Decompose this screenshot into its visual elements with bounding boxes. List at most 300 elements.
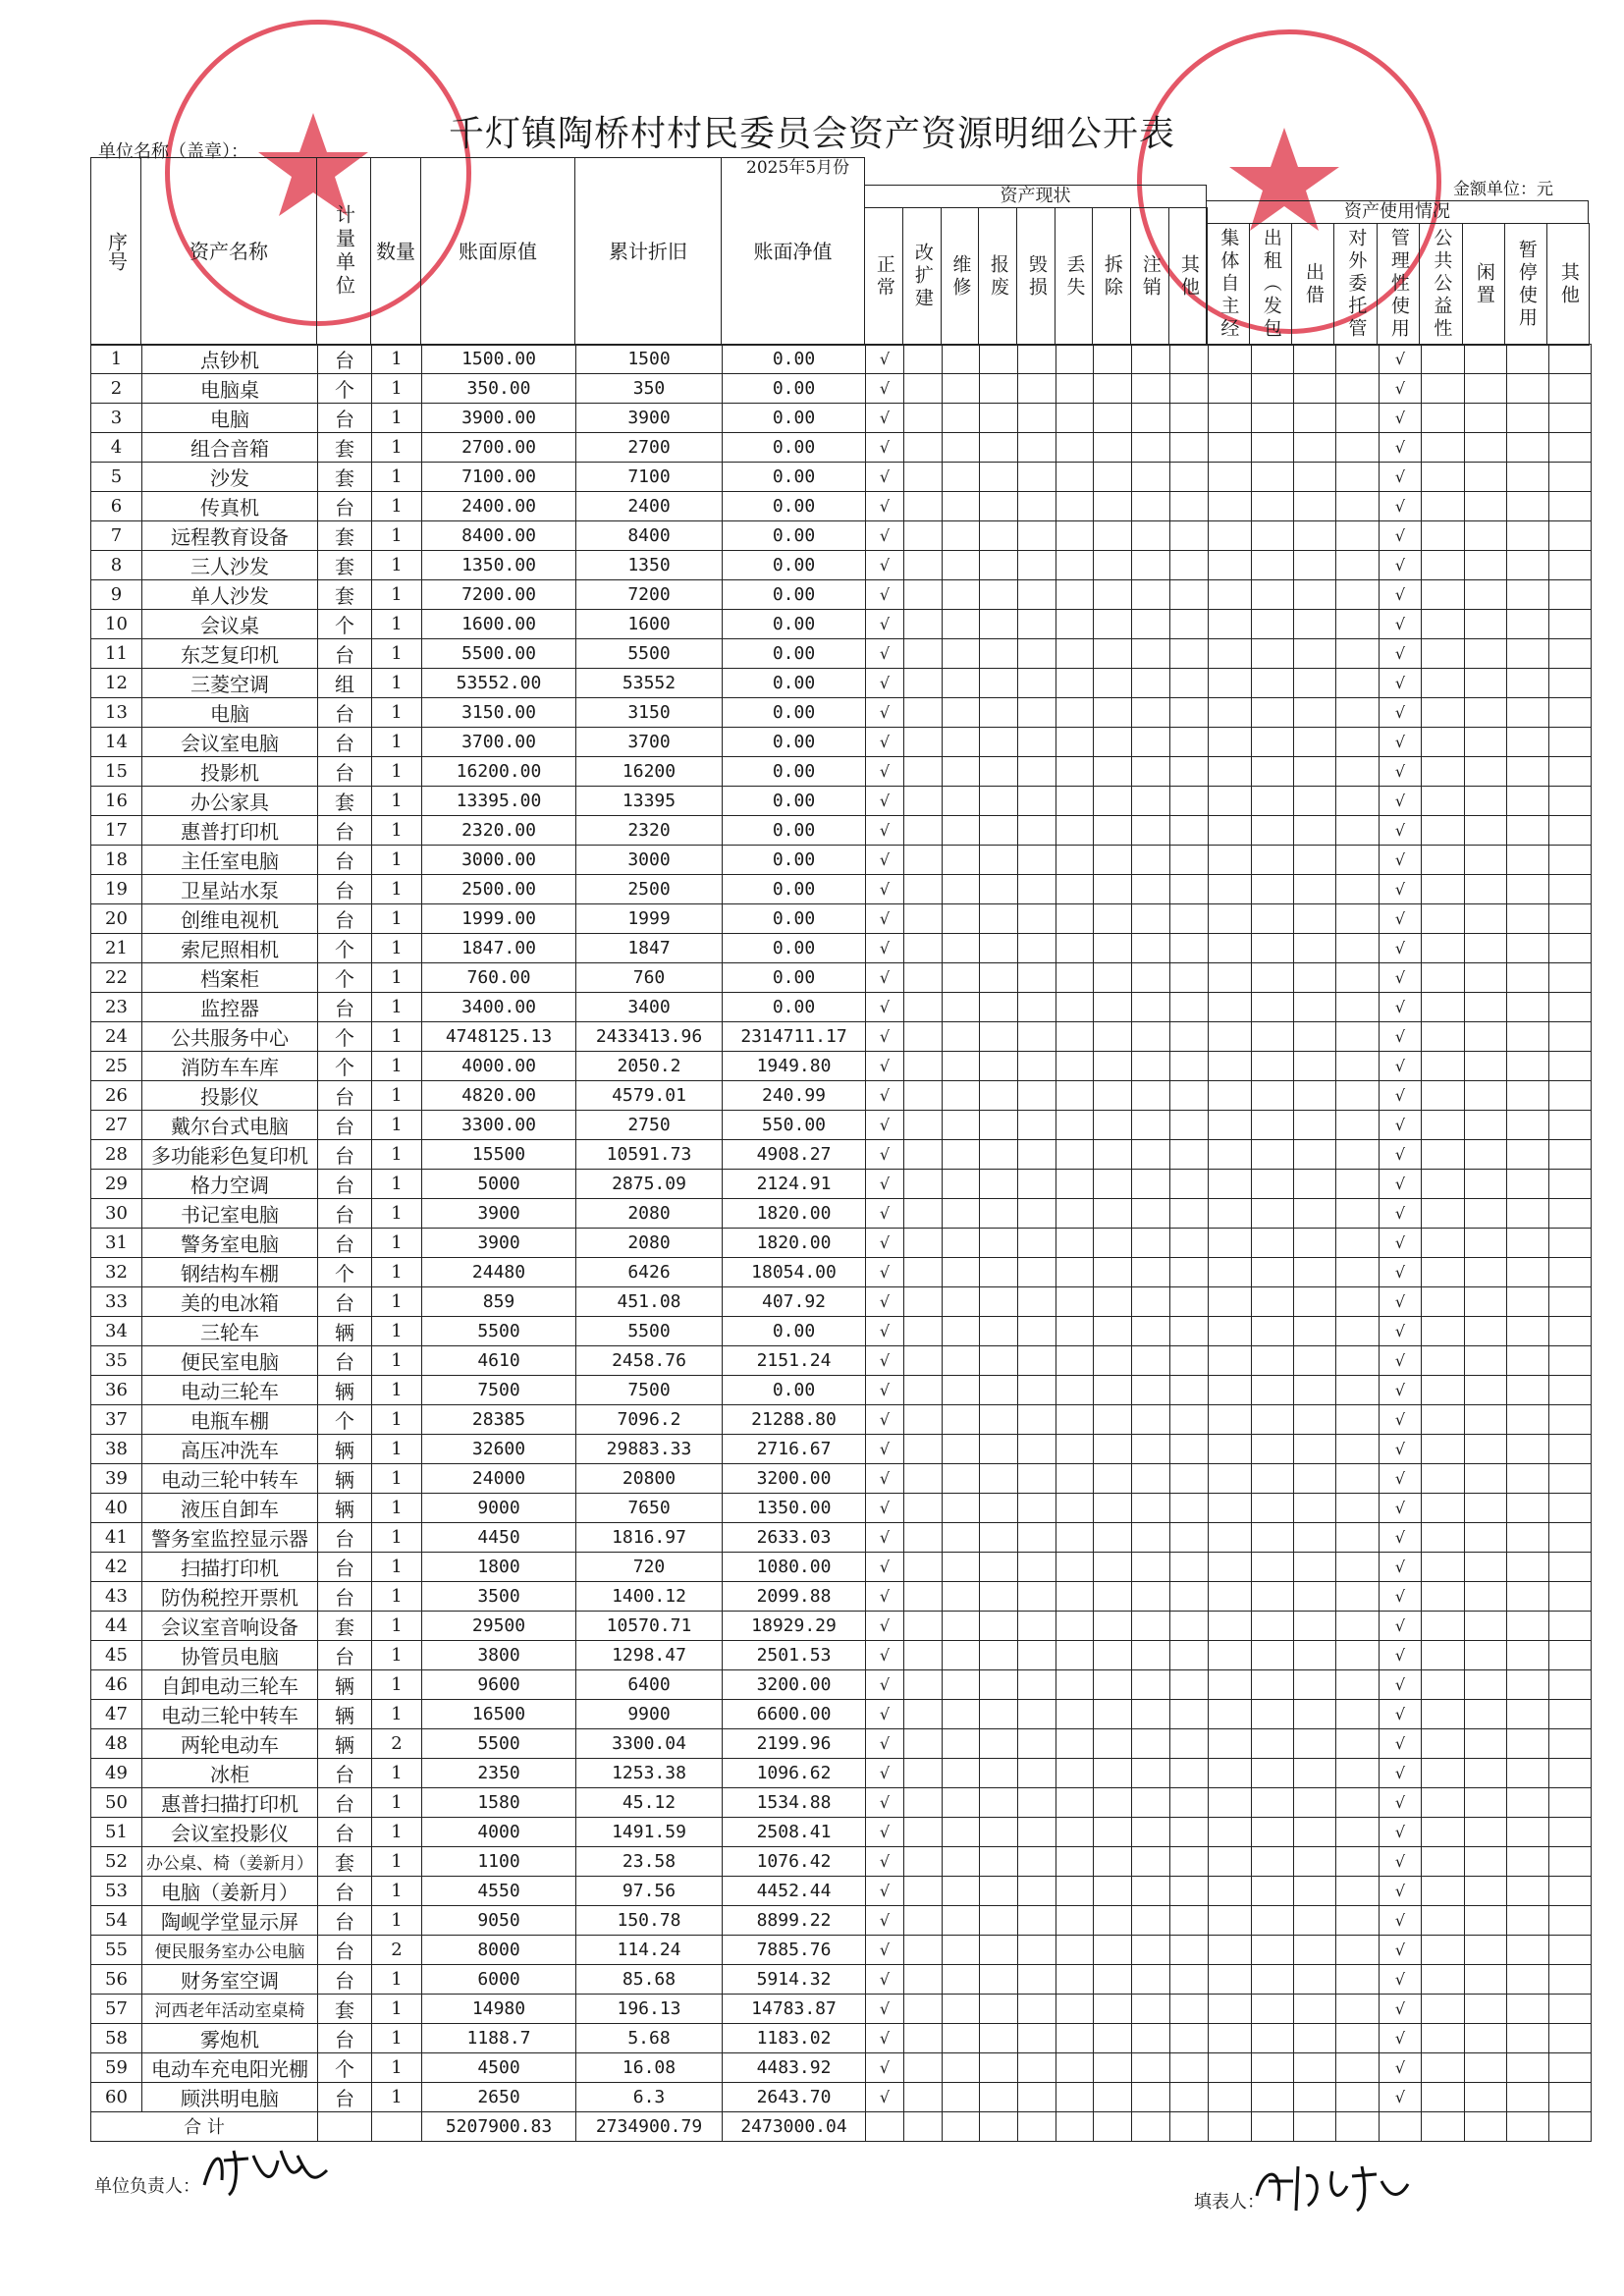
empty-cell — [1549, 1170, 1592, 1199]
row-net-value: 0.00 — [723, 963, 866, 993]
empty-cell — [1507, 963, 1549, 993]
usage-management-check: √ — [1380, 1111, 1422, 1140]
row-depreciation: 2750 — [576, 1111, 723, 1140]
empty-cell — [904, 639, 943, 669]
empty-cell — [1465, 551, 1507, 580]
empty-cell — [1056, 463, 1094, 492]
row-net-value: 0.00 — [723, 610, 866, 639]
empty-cell — [1465, 1700, 1507, 1729]
status-normal-check: √ — [866, 1641, 904, 1670]
empty-cell — [1336, 1906, 1380, 1936]
empty-cell — [1018, 2083, 1056, 2112]
row-net-value: 0.00 — [723, 934, 866, 963]
empty-cell — [1549, 1965, 1592, 1995]
status-normal-check: √ — [866, 1258, 904, 1287]
row-quantity: 1 — [372, 1523, 422, 1553]
empty-cell — [1252, 1641, 1294, 1670]
empty-cell — [904, 1170, 943, 1199]
row-original-value: 29500 — [422, 1612, 576, 1641]
empty-cell — [980, 492, 1018, 521]
empty-cell — [904, 993, 943, 1022]
empty-cell — [1465, 1906, 1507, 1936]
empty-cell — [1336, 993, 1380, 1022]
empty-cell — [1422, 669, 1465, 698]
empty-cell — [904, 1052, 943, 1081]
row-depreciation: 451.08 — [576, 1287, 723, 1317]
empty-cell — [1094, 728, 1132, 757]
empty-cell — [1507, 816, 1549, 846]
usage-management-check: √ — [1380, 374, 1422, 404]
empty-cell — [1294, 1877, 1336, 1906]
empty-cell — [1336, 1759, 1380, 1788]
row-unit: 台 — [318, 816, 372, 846]
empty-cell — [1132, 551, 1170, 580]
empty-cell — [1252, 639, 1294, 669]
empty-cell — [1549, 787, 1592, 816]
row-seq: 24 — [91, 1022, 142, 1052]
row-original-value: 3800 — [422, 1641, 576, 1670]
empty-cell — [1294, 1818, 1336, 1847]
empty-cell — [1170, 551, 1209, 580]
empty-cell — [1422, 698, 1465, 728]
empty-cell — [1336, 1729, 1380, 1759]
empty-cell — [980, 669, 1018, 698]
row-net-value: 6600.00 — [723, 1700, 866, 1729]
empty-cell — [1422, 1523, 1465, 1553]
status-normal-check: √ — [866, 492, 904, 521]
empty-cell — [1209, 1700, 1252, 1729]
table-row — [91, 1906, 1592, 1936]
table-row — [91, 1346, 1592, 1376]
empty-cell — [1056, 1788, 1094, 1818]
empty-cell — [1132, 374, 1170, 404]
table-row — [91, 1818, 1592, 1847]
row-unit: 辆 — [318, 1670, 372, 1700]
empty-cell — [1056, 551, 1094, 580]
row-depreciation: 16200 — [576, 757, 723, 787]
empty-cell — [980, 1700, 1018, 1729]
empty-cell — [1252, 1376, 1294, 1405]
row-depreciation: 1253.38 — [576, 1759, 723, 1788]
row-net-value: 1350.00 — [723, 1494, 866, 1523]
row-quantity: 1 — [372, 1670, 422, 1700]
empty-cell — [1294, 1641, 1336, 1670]
empty-cell — [943, 1641, 980, 1670]
empty-cell — [1465, 2024, 1507, 2053]
usage-management-check: √ — [1380, 1670, 1422, 1700]
empty-cell — [904, 1435, 943, 1464]
empty-cell — [980, 1965, 1018, 1995]
empty-cell — [1252, 816, 1294, 846]
empty-cell — [1170, 757, 1209, 787]
empty-cell — [1056, 1995, 1094, 2024]
empty-cell — [1209, 1435, 1252, 1464]
row-unit: 台 — [318, 993, 372, 1022]
row-seq: 57 — [91, 1995, 142, 2024]
empty-cell — [1465, 1052, 1507, 1081]
row-depreciation: 10570.71 — [576, 1612, 723, 1641]
row-seq: 10 — [91, 610, 142, 639]
empty-cell — [1018, 1847, 1056, 1877]
row-net-value: 0.00 — [723, 639, 866, 669]
row-original-value: 3400.00 — [422, 993, 576, 1022]
empty-cell — [1507, 1405, 1549, 1435]
empty-cell — [980, 1612, 1018, 1641]
header-original-value: 账面原值 — [420, 157, 575, 346]
table-row — [91, 1140, 1592, 1170]
empty-cell — [1336, 463, 1380, 492]
row-unit: 个 — [318, 963, 372, 993]
empty-cell — [1056, 728, 1094, 757]
empty-cell — [980, 1346, 1018, 1376]
table-row — [91, 580, 1592, 610]
empty-cell — [1507, 1612, 1549, 1641]
usage-management-check: √ — [1380, 787, 1422, 816]
table-row — [91, 639, 1592, 669]
empty-cell — [980, 757, 1018, 787]
empty-cell — [1170, 1494, 1209, 1523]
status-normal-check: √ — [866, 1612, 904, 1641]
row-quantity: 1 — [372, 993, 422, 1022]
status-normal-check: √ — [866, 1317, 904, 1346]
empty-cell — [943, 1877, 980, 1906]
row-net-value: 0.00 — [723, 463, 866, 492]
row-seq: 7 — [91, 521, 142, 551]
empty-cell — [1465, 934, 1507, 963]
empty-cell — [1507, 1877, 1549, 1906]
row-depreciation: 13395 — [576, 787, 723, 816]
empty-cell — [980, 816, 1018, 846]
row-original-value: 6000 — [422, 1965, 576, 1995]
empty-cell — [1422, 1258, 1465, 1287]
empty-cell — [1056, 1229, 1094, 1258]
empty-cell — [1336, 1317, 1380, 1346]
empty-cell — [1336, 1199, 1380, 1229]
row-net-value: 0.00 — [723, 728, 866, 757]
usage-management-check: √ — [1380, 580, 1422, 610]
row-original-value: 2320.00 — [422, 816, 576, 846]
row-asset-name: 协管员电脑 — [142, 1641, 318, 1670]
empty-cell — [1422, 1376, 1465, 1405]
empty-cell — [1209, 1229, 1252, 1258]
empty-cell — [1336, 433, 1380, 463]
status-normal-check: √ — [866, 1965, 904, 1995]
row-original-value: 3000.00 — [422, 846, 576, 875]
empty-cell — [1018, 1582, 1056, 1612]
table-row — [91, 2024, 1592, 2053]
empty-cell — [1132, 1553, 1170, 1582]
row-depreciation: 7200 — [576, 580, 723, 610]
empty-cell — [1094, 1700, 1132, 1729]
row-original-value: 7500 — [422, 1376, 576, 1405]
row-depreciation: 114.24 — [576, 1936, 723, 1965]
empty-cell — [1422, 1906, 1465, 1936]
total-row — [91, 2112, 1592, 2142]
empty-cell — [980, 963, 1018, 993]
row-unit: 套 — [318, 433, 372, 463]
empty-cell — [1294, 1759, 1336, 1788]
empty-cell — [1252, 610, 1294, 639]
empty-cell — [1252, 1700, 1294, 1729]
empty-cell — [1056, 757, 1094, 787]
empty-cell — [904, 757, 943, 787]
empty-cell — [1252, 1523, 1294, 1553]
row-original-value: 8000 — [422, 1936, 576, 1965]
empty-cell — [1094, 1553, 1132, 1582]
status-normal-check: √ — [866, 1553, 904, 1582]
row-seq: 59 — [91, 2053, 142, 2083]
empty-cell — [1549, 2024, 1592, 2053]
empty-cell — [943, 934, 980, 963]
table-row — [91, 433, 1592, 463]
row-quantity: 1 — [372, 728, 422, 757]
empty-cell — [1549, 580, 1592, 610]
empty-cell — [943, 875, 980, 904]
empty-cell — [1507, 374, 1549, 404]
empty-cell — [1422, 1022, 1465, 1052]
empty-cell — [1294, 875, 1336, 904]
empty-cell — [372, 2112, 422, 2142]
empty-cell — [1252, 757, 1294, 787]
empty-cell — [1252, 551, 1294, 580]
empty-cell — [1422, 1464, 1465, 1494]
row-asset-name: 两轮电动车 — [142, 1729, 318, 1759]
row-asset-name: 组合音箱 — [142, 433, 318, 463]
empty-cell — [904, 2112, 943, 2142]
empty-cell — [1170, 1022, 1209, 1052]
row-unit: 台 — [318, 904, 372, 934]
empty-cell — [1209, 1936, 1252, 1965]
empty-cell — [1549, 1641, 1592, 1670]
empty-cell — [980, 1022, 1018, 1052]
row-original-value: 4000 — [422, 1818, 576, 1847]
status-normal-check: √ — [866, 2053, 904, 2083]
empty-cell — [1549, 1700, 1592, 1729]
row-depreciation: 4579.01 — [576, 1081, 723, 1111]
empty-cell — [1252, 1199, 1294, 1229]
empty-cell — [1294, 639, 1336, 669]
empty-cell — [943, 1199, 980, 1229]
row-quantity: 1 — [372, 610, 422, 639]
empty-cell — [1209, 374, 1252, 404]
empty-cell — [1132, 1170, 1170, 1199]
empty-cell — [943, 757, 980, 787]
row-asset-name: 远程教育设备 — [142, 521, 318, 551]
empty-cell — [1209, 404, 1252, 433]
table-row — [91, 1111, 1592, 1140]
status-normal-check: √ — [866, 757, 904, 787]
empty-cell — [1549, 1199, 1592, 1229]
empty-cell — [1465, 1170, 1507, 1199]
empty-cell — [1056, 1670, 1094, 1700]
empty-cell — [1132, 875, 1170, 904]
empty-cell — [1422, 610, 1465, 639]
row-quantity: 1 — [372, 1346, 422, 1376]
empty-cell — [943, 521, 980, 551]
row-quantity: 1 — [372, 1612, 422, 1641]
row-net-value: 0.00 — [723, 875, 866, 904]
empty-cell — [1294, 610, 1336, 639]
empty-cell — [904, 433, 943, 463]
row-original-value: 2650 — [422, 2083, 576, 2112]
row-original-value: 24000 — [422, 1464, 576, 1494]
empty-cell — [1507, 669, 1549, 698]
row-unit: 套 — [318, 787, 372, 816]
empty-cell — [943, 1553, 980, 1582]
row-depreciation: 150.78 — [576, 1906, 723, 1936]
empty-cell — [1294, 757, 1336, 787]
empty-cell — [980, 1405, 1018, 1435]
empty-cell — [1507, 1847, 1549, 1877]
empty-cell — [1209, 1906, 1252, 1936]
empty-cell — [980, 1641, 1018, 1670]
row-original-value: 2500.00 — [422, 875, 576, 904]
empty-cell — [1465, 1847, 1507, 1877]
row-depreciation: 10591.73 — [576, 1140, 723, 1170]
empty-cell — [1018, 1877, 1056, 1906]
empty-cell — [943, 2024, 980, 2053]
empty-cell — [1549, 993, 1592, 1022]
row-original-value: 5000 — [422, 1170, 576, 1199]
empty-cell — [1549, 1317, 1592, 1346]
empty-cell — [1170, 934, 1209, 963]
empty-cell — [1294, 2024, 1336, 2053]
empty-cell — [980, 551, 1018, 580]
row-asset-name: 警务室电脑 — [142, 1229, 318, 1258]
row-depreciation: 85.68 — [576, 1965, 723, 1995]
empty-cell — [1209, 551, 1252, 580]
empty-cell — [1170, 904, 1209, 934]
empty-cell — [1170, 374, 1209, 404]
row-quantity: 1 — [372, 1170, 422, 1199]
empty-cell — [1422, 1494, 1465, 1523]
empty-cell — [1422, 1081, 1465, 1111]
empty-cell — [1132, 1376, 1170, 1405]
empty-cell — [943, 963, 980, 993]
empty-cell — [1336, 1641, 1380, 1670]
empty-cell — [1170, 1170, 1209, 1199]
row-seq: 37 — [91, 1405, 142, 1435]
row-net-value: 5914.32 — [723, 1965, 866, 1995]
empty-cell — [1294, 463, 1336, 492]
empty-cell — [904, 1847, 943, 1877]
empty-cell — [1170, 1936, 1209, 1965]
empty-cell — [1294, 1788, 1336, 1818]
empty-cell — [1294, 1523, 1336, 1553]
table-row — [91, 1995, 1592, 2024]
empty-cell — [1094, 1582, 1132, 1612]
empty-cell — [1209, 580, 1252, 610]
empty-cell — [866, 2112, 904, 2142]
empty-cell — [1209, 1759, 1252, 1788]
empty-cell — [904, 1965, 943, 1995]
empty-cell — [1056, 1582, 1094, 1612]
asset-table — [90, 344, 1592, 2142]
empty-cell — [1336, 2024, 1380, 2053]
empty-cell — [1018, 521, 1056, 551]
table-row — [91, 1287, 1592, 1317]
row-net-value: 1080.00 — [723, 1553, 866, 1582]
row-original-value: 1600.00 — [422, 610, 576, 639]
empty-cell — [1170, 1523, 1209, 1553]
empty-cell — [1132, 1317, 1170, 1346]
row-unit: 台 — [318, 345, 372, 374]
row-quantity: 1 — [372, 904, 422, 934]
empty-cell — [1422, 1405, 1465, 1435]
header-status-col: 其他 — [1168, 207, 1208, 346]
row-net-value: 8899.22 — [723, 1906, 866, 1936]
empty-cell — [943, 1140, 980, 1170]
row-original-value: 4820.00 — [422, 1081, 576, 1111]
status-normal-check: √ — [866, 1818, 904, 1847]
empty-cell — [1252, 1847, 1294, 1877]
empty-cell — [1170, 2083, 1209, 2112]
empty-cell — [1294, 345, 1336, 374]
row-asset-name: 戴尔台式电脑 — [142, 1111, 318, 1140]
empty-cell — [1170, 1346, 1209, 1376]
empty-cell — [1252, 1494, 1294, 1523]
empty-cell — [904, 1346, 943, 1376]
empty-cell — [1170, 728, 1209, 757]
usage-management-check: √ — [1380, 1022, 1422, 1052]
empty-cell — [943, 639, 980, 669]
header-unit: 计量单位 — [316, 157, 371, 346]
empty-cell — [1018, 1995, 1056, 2024]
row-asset-name: 书记室电脑 — [142, 1199, 318, 1229]
empty-cell — [1294, 1729, 1336, 1759]
row-asset-name: 电脑（姜新月） — [142, 1877, 318, 1906]
empty-cell — [1549, 521, 1592, 551]
empty-cell — [1252, 2053, 1294, 2083]
row-depreciation: 7100 — [576, 463, 723, 492]
empty-cell — [1170, 1995, 1209, 2024]
row-quantity: 1 — [372, 1405, 422, 1435]
empty-cell — [1170, 1818, 1209, 1847]
empty-cell — [1209, 463, 1252, 492]
row-unit: 台 — [318, 1081, 372, 1111]
header-status-col: 维修 — [941, 207, 979, 346]
table-row — [91, 2053, 1592, 2083]
status-normal-check: √ — [866, 1052, 904, 1081]
usage-management-check: √ — [1380, 1582, 1422, 1612]
empty-cell — [1018, 1936, 1056, 1965]
row-original-value: 3900 — [422, 1229, 576, 1258]
empty-cell — [1170, 1700, 1209, 1729]
table-row — [91, 1376, 1592, 1405]
empty-cell — [1422, 1729, 1465, 1759]
empty-cell — [1465, 1111, 1507, 1140]
row-seq: 23 — [91, 993, 142, 1022]
row-unit: 台 — [318, 1641, 372, 1670]
empty-cell — [1294, 934, 1336, 963]
row-quantity: 1 — [372, 433, 422, 463]
empty-cell — [1056, 698, 1094, 728]
empty-cell — [904, 521, 943, 551]
table-row — [91, 1553, 1592, 1582]
row-quantity: 1 — [372, 1995, 422, 2024]
empty-cell — [1549, 1081, 1592, 1111]
empty-cell — [1252, 698, 1294, 728]
empty-cell — [1170, 698, 1209, 728]
row-seq: 19 — [91, 875, 142, 904]
empty-cell — [980, 1435, 1018, 1464]
empty-cell — [1336, 1523, 1380, 1553]
row-asset-name: 液压自卸车 — [142, 1494, 318, 1523]
row-depreciation: 2875.09 — [576, 1170, 723, 1199]
row-original-value: 9050 — [422, 1906, 576, 1936]
empty-cell — [1507, 580, 1549, 610]
row-original-value: 2400.00 — [422, 492, 576, 521]
